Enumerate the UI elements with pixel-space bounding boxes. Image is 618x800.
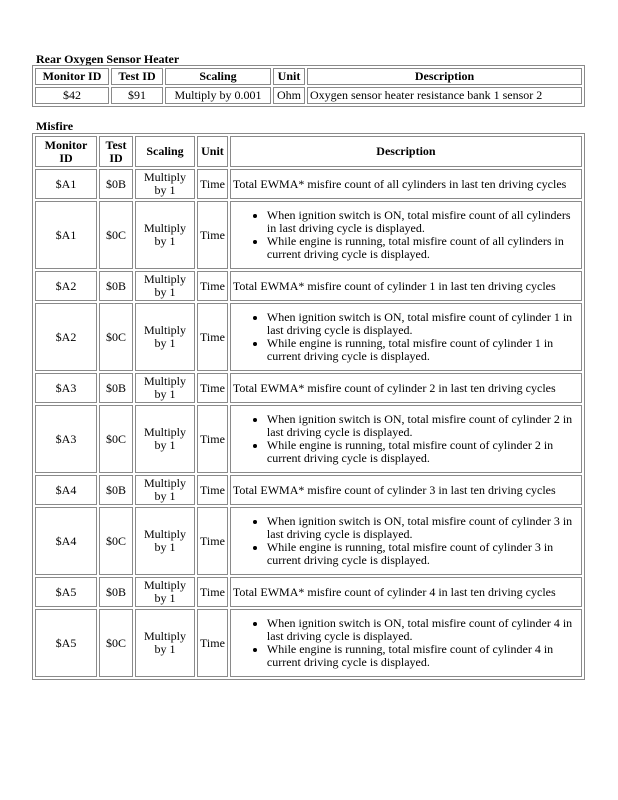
monitor-id-cell: $A3 [35, 405, 97, 473]
scaling-cell: Multiply by 1 [135, 201, 195, 269]
scaling-cell: Multiply by 1 [135, 169, 195, 199]
table-row [35, 201, 582, 269]
misfire-table [32, 133, 585, 680]
description-cell: Total EWMA* misfire count of cylinder 2 in last ten driving cycles [230, 373, 582, 403]
unit-cell: Time [197, 475, 228, 505]
bullet-item: • While engine is running, total misfire count of cylinder 1 in current driving cycle is displayed. [267, 337, 579, 363]
scaling-cell: Multiply by 1 [135, 405, 195, 473]
column-header-test-id: Test ID [111, 68, 163, 85]
scaling-cell: Multiply by 1 [135, 271, 195, 301]
test-id-cell: $91 [111, 87, 163, 104]
scaling-cell: Multiply by 1 [135, 507, 195, 575]
table-row [35, 577, 582, 607]
description-cell [230, 201, 582, 269]
description-cell: Total EWMA* misfire count of all cylinders in last ten driving cycles [230, 169, 582, 199]
bullet-item: • When ignition switch is ON, total misfire count of cylinder 1 in last driving cycle is displayed. [267, 311, 579, 337]
bullet-item: • While engine is running, total misfire count of all cylinders in current driving cycle is displayed. [267, 235, 579, 261]
table-row [35, 271, 582, 301]
test-id-cell: $0C [99, 405, 133, 473]
test-id-cell: $0B [99, 577, 133, 607]
description-cell: Total EWMA* misfire count of cylinder 4 in last ten driving cycles [230, 577, 582, 607]
test-id-cell: $0B [99, 271, 133, 301]
table-header-row [35, 68, 582, 85]
scaling-cell: Multiply by 1 [135, 609, 195, 677]
monitor-id-cell: $A2 [35, 303, 97, 371]
column-header-scaling: Scaling [135, 136, 195, 167]
section-title-misfire: Misfire [36, 119, 74, 133]
monitor-id-cell: $A3 [35, 373, 97, 403]
table-row [35, 507, 582, 575]
unit-cell: Time [197, 169, 228, 199]
column-header-unit: Unit [273, 68, 305, 85]
test-id-cell: $0C [99, 201, 133, 269]
test-id-cell: $0C [99, 303, 133, 371]
unit-cell: Time [197, 609, 228, 677]
unit-cell: Time [197, 201, 228, 269]
description-cell: Total EWMA* misfire count of cylinder 1 in last ten driving cycles [230, 271, 582, 301]
bullet-item: • When ignition switch is ON, total misfire count of cylinder 2 in last driving cycle is displayed. [267, 413, 579, 439]
table-row [35, 475, 582, 505]
monitor-id-cell: $A1 [35, 201, 97, 269]
monitor-id-cell: $A5 [35, 577, 97, 607]
monitor-id-cell: $A4 [35, 475, 97, 505]
monitor-id-cell: $A1 [35, 169, 97, 199]
column-header-monitor-id: Monitor ID [35, 136, 97, 167]
column-header-unit: Unit [197, 136, 228, 167]
table-row [35, 373, 582, 403]
scaling-cell: Multiply by 1 [135, 303, 195, 371]
bullet-list [233, 617, 579, 669]
table-header-row [35, 136, 582, 167]
test-id-cell: $0B [99, 169, 133, 199]
scaling-cell: Multiply by 0.001 [165, 87, 271, 104]
test-id-cell: $0C [99, 609, 133, 677]
table-row [35, 169, 582, 199]
description-cell [230, 303, 582, 371]
column-header-description: Description [230, 136, 582, 167]
bullet-item: • When ignition switch is ON, total misfire count of all cylinders in last driving cycle is displayed. [267, 209, 579, 235]
bullet-item: • When ignition switch is ON, total misfire count of cylinder 3 in last driving cycle is displayed. [267, 515, 579, 541]
column-header-monitor-id: Monitor ID [35, 68, 109, 85]
table-row [35, 87, 582, 104]
monitor-id-cell: $A2 [35, 271, 97, 301]
bullet-item: • When ignition switch is ON, total misfire count of cylinder 4 in last driving cycle is displayed. [267, 617, 579, 643]
description-cell [230, 405, 582, 473]
table-row [35, 405, 582, 473]
table-row [35, 303, 582, 371]
test-id-cell: $0B [99, 475, 133, 505]
unit-cell: Time [197, 405, 228, 473]
bullet-item: • While engine is running, total misfire count of cylinder 2 in current driving cycle is displayed. [267, 439, 579, 465]
bullet-list [233, 209, 579, 261]
column-header-test-id: Test ID [99, 136, 133, 167]
rear-oxygen-sensor-heater-table [32, 65, 585, 107]
monitor-id-cell: $A5 [35, 609, 97, 677]
unit-cell: Time [197, 577, 228, 607]
scaling-cell: Multiply by 1 [135, 475, 195, 505]
scaling-cell: Multiply by 1 [135, 373, 195, 403]
scaling-cell: Multiply by 1 [135, 577, 195, 607]
unit-cell: Time [197, 507, 228, 575]
bullet-list [233, 413, 579, 465]
unit-cell: Time [197, 271, 228, 301]
unit-cell: Time [197, 373, 228, 403]
description-cell: Oxygen sensor heater resistance bank 1 sensor 2 [307, 87, 582, 104]
unit-cell: Time [197, 303, 228, 371]
column-header-description: Description [307, 68, 582, 85]
description-cell [230, 507, 582, 575]
test-id-cell: $0B [99, 373, 133, 403]
bullet-list [233, 311, 579, 363]
monitor-id-cell: $42 [35, 87, 109, 104]
description-cell: Total EWMA* misfire count of cylinder 3 in last ten driving cycles [230, 475, 582, 505]
unit-cell: Ohm [273, 87, 305, 104]
bullet-item: • While engine is running, total misfire count of cylinder 3 in current driving cycle is displayed. [267, 541, 579, 567]
section-title-rear-oxygen-sensor-heater: Rear Oxygen Sensor Heater [36, 52, 180, 66]
column-header-scaling: Scaling [165, 68, 271, 85]
monitor-id-cell: $A4 [35, 507, 97, 575]
bullet-list [233, 515, 579, 567]
bullet-item: • While engine is running, total misfire count of cylinder 4 in current driving cycle is displayed. [267, 643, 579, 669]
description-cell [230, 609, 582, 677]
table-row [35, 609, 582, 677]
test-id-cell: $0C [99, 507, 133, 575]
